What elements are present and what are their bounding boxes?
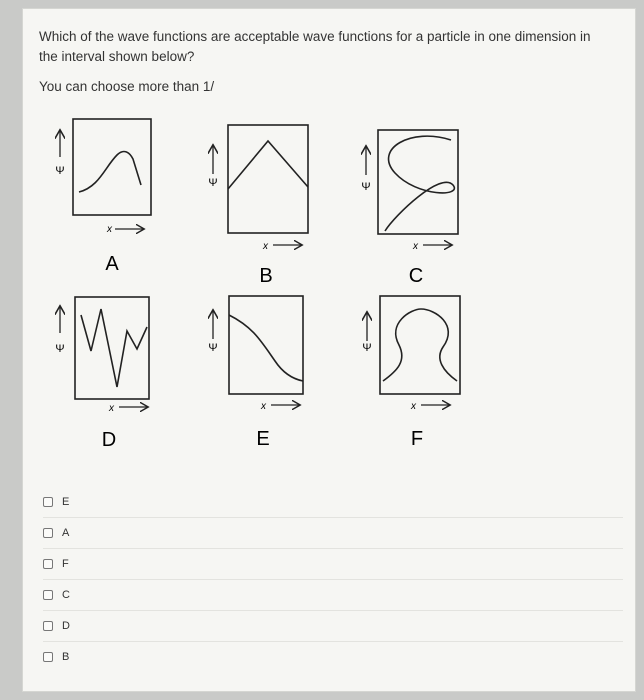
psi-axis-label: Ψ: [361, 181, 371, 193]
panel-label: A: [105, 253, 119, 275]
panel-label: C: [408, 265, 424, 287]
panel-c: [361, 130, 458, 287]
question-text: Which of the wave functions are acceptable wave functions for a particle in one dimension in the interval shown below?: [39, 29, 591, 64]
panel-b: [208, 125, 308, 287]
x-axis-label: x: [413, 241, 418, 252]
panel-f: [362, 296, 460, 450]
wave-curve: [383, 309, 457, 381]
panel-label: F: [410, 428, 424, 450]
option-c[interactable]: [43, 580, 623, 611]
panel-frame: [73, 119, 151, 215]
checkbox[interactable]: [43, 621, 53, 631]
option-f[interactable]: [43, 549, 623, 580]
checkbox[interactable]: [43, 528, 53, 538]
checkbox[interactable]: [43, 497, 53, 507]
checkbox[interactable]: [43, 652, 53, 662]
option-label: C: [62, 589, 70, 601]
psi-axis-label: Ψ: [208, 342, 218, 354]
option-label: E: [62, 496, 70, 508]
wave-curve: [228, 141, 308, 189]
psi-axis-label: Ψ: [55, 165, 65, 177]
x-axis-label: x: [263, 241, 268, 252]
option-e[interactable]: [43, 487, 623, 518]
wave-curve: [385, 136, 454, 231]
option-label: A: [62, 527, 70, 539]
wave-curve: [81, 309, 147, 387]
psi-axis-label: Ψ: [362, 342, 372, 354]
answer-options: [43, 487, 623, 672]
option-b[interactable]: [43, 642, 623, 672]
option-label: F: [62, 558, 69, 570]
psi-axis-label: Ψ: [208, 177, 218, 189]
question-card: [22, 8, 636, 692]
panel-d: [55, 297, 149, 451]
question-hint: You can choose more than 1/: [39, 79, 215, 94]
wave-function-figures: [23, 9, 635, 479]
panel-label: B: [259, 265, 273, 287]
x-axis-label: x: [411, 401, 416, 412]
option-label: D: [62, 620, 70, 632]
wave-curve: [229, 315, 303, 381]
option-a[interactable]: [43, 518, 623, 549]
psi-axis-label: Ψ: [55, 343, 65, 355]
panel-frame: [229, 296, 303, 394]
x-axis-label: x: [109, 403, 114, 414]
panel-frame: [380, 296, 460, 394]
checkbox[interactable]: [43, 590, 53, 600]
panel-label: E: [256, 428, 270, 450]
panel-label: D: [101, 429, 117, 451]
checkbox[interactable]: [43, 559, 53, 569]
x-axis-label: x: [107, 224, 112, 235]
panel-e: [208, 296, 303, 450]
x-axis-label: x: [261, 401, 266, 412]
option-d[interactable]: [43, 611, 623, 642]
panel-a: [55, 119, 151, 275]
wave-curve: [79, 152, 141, 192]
option-label: B: [62, 651, 70, 663]
